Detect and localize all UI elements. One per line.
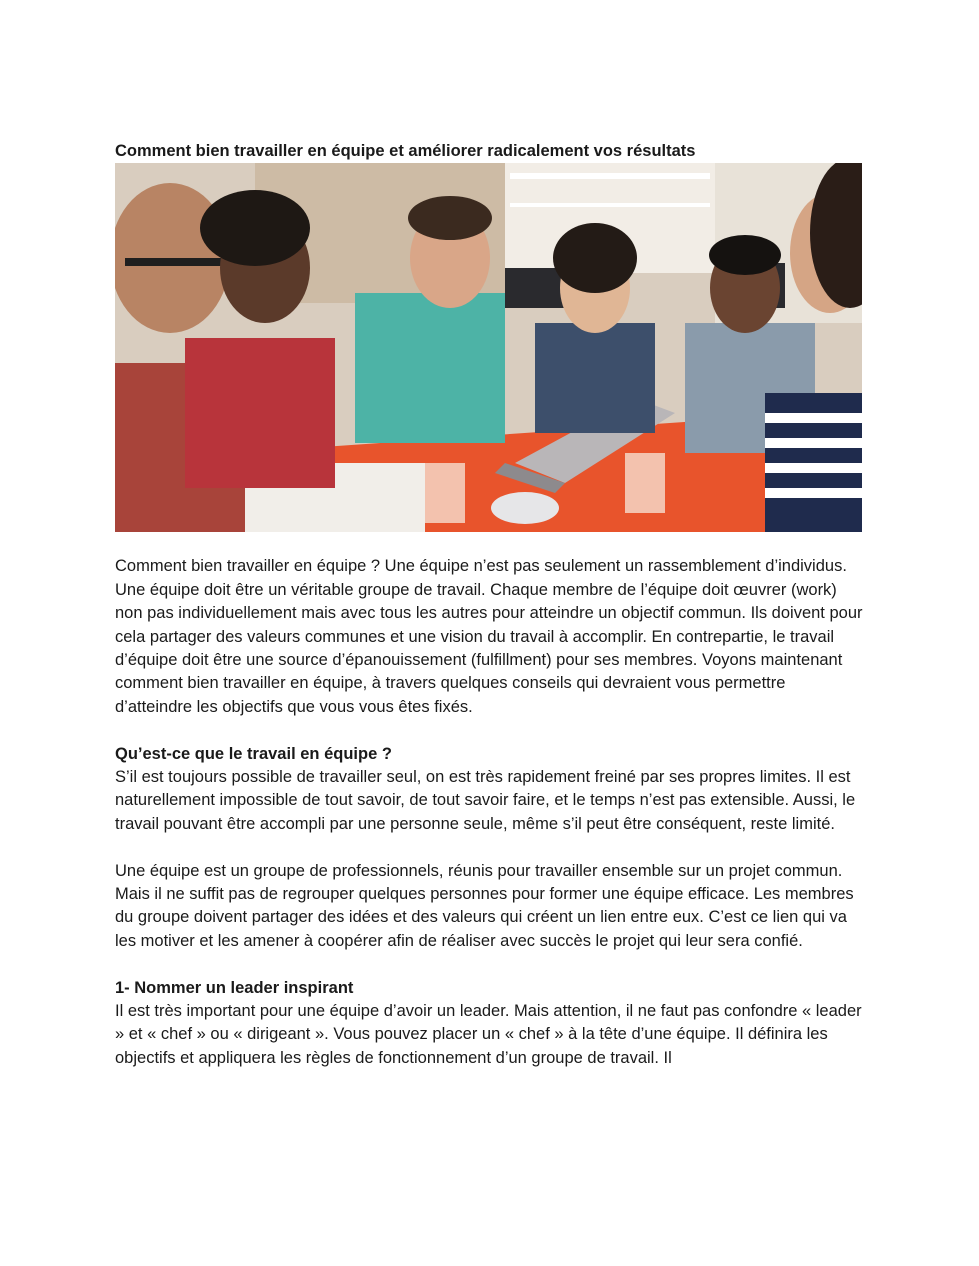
intro-paragraph: Comment bien travailler en équipe ? Une équipe n’est pas seulement un rassemblement d’individus. Une équipe doit être un véritable groupe de travail. Chaque membre de l’équipe doit œuvrer (work) non pas individuellement mais avec tous les autres pour atteindre un objectif commun. Ils doivent pour cela partager des valeurs communes et une vision du travail à accomplir. En contrepartie, le travail d’équipe doit être une source d’épanouissement (fulfillment) pour ses membres. Voyons maintenant comment bien travailler en équipe, à travers quelques conseils qui devraient vous permettre d’atteindre les objectifs que vous vous êtes fixés. bbox=[115, 557, 863, 716]
leader-paragraph: Il est très important pour une équipe d’avoir un leader. Mais attention, il ne faut pas confondre « leader » et « chef » ou « dirigeant ». Vous pouvez placer un « chef » à la tête d’une équipe. Il définira les objectifs et appliquera les règles de fonctionnement d’un groupe de travail. Il bbox=[115, 1002, 862, 1067]
document-title: Comment bien travailler en équipe et améliorer radicalement vos résultats bbox=[115, 142, 696, 160]
team-meeting-photo bbox=[115, 163, 862, 532]
document-page bbox=[115, 140, 865, 1070]
section-heading-teamwork: Qu’est-ce que le travail en équipe ? bbox=[115, 744, 392, 763]
teamwork-paragraph-1: S’il est toujours possible de travailler seul, on est très rapidement freiné par ses propres limites. Il est naturellement impossible de tout savoir, de tout savoir faire, et le temps n’est pas extensible. Aussi, le travail pouvant être accompli par une personne seule, même s’il peut être conséquent, reste limité. bbox=[115, 768, 856, 833]
teamwork-paragraph-2: Une équipe est un groupe de professionnels, réunis pour travailler ensemble sur un projet commun. Mais il ne suffit pas de regrouper quelques personnes pour former une équipe efficace. Les membres du groupe doivent partager des idées et des valeurs qui créent un lien entre eux. C’est ce lien qui va les motiver et les amener à coopérer afin de réaliser avec succès le projet qui leur sera confié. bbox=[115, 861, 854, 950]
section-heading-leader: 1- Nommer un leader inspirant bbox=[115, 978, 354, 997]
